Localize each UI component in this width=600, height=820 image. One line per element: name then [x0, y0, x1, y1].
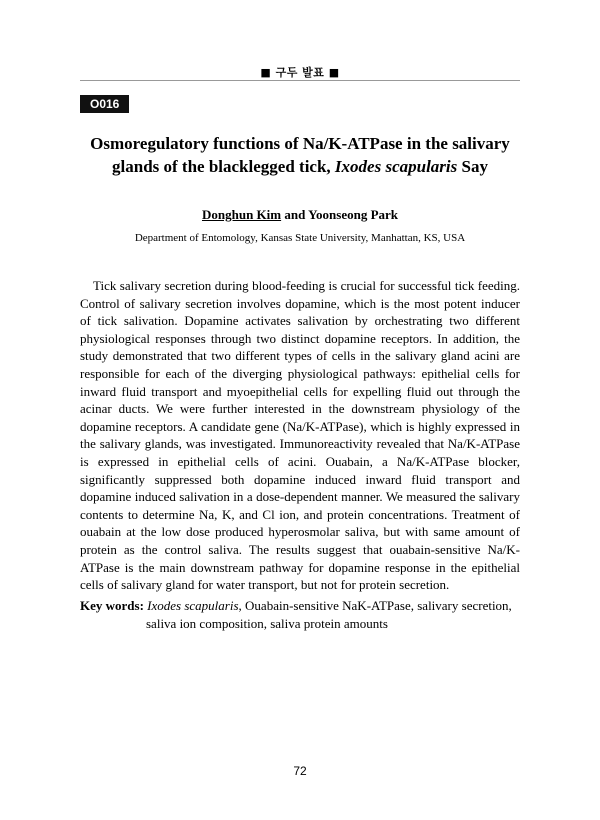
title-species: Ixodes scapularis: [334, 157, 458, 176]
keywords: [80, 597, 520, 633]
affiliation: Department of Entomology, Kansas State University, Manhattan, KS, USA: [134, 232, 466, 244]
keywords-label: Key words:: [80, 598, 148, 613]
title-text: glands of the blacklegged tick,: [112, 157, 335, 176]
title-line-1: Osmoregulatory functions of Na/K-ATPase in the salivary: [90, 134, 510, 153]
abstract-code-badge: O016: [80, 95, 129, 113]
presenting-author: Donghun Kim: [201, 207, 282, 222]
coauthors: and Yoonseong Park: [281, 207, 399, 222]
title-line-2: [80, 155, 520, 178]
title-authority: Say: [457, 157, 488, 176]
keywords-list: , Ouabain-sensitive NaK-ATPase, salivary secretion, saliva ion composition, saliva protein amounts: [146, 598, 512, 631]
header-divider: [80, 80, 520, 81]
page-number: 72: [293, 764, 307, 778]
keyword-species: Ixodes scapularis: [147, 598, 239, 613]
author-list: [80, 207, 520, 223]
abstract-body: Tick salivary secretion during blood-feeding is crucial for successful tick feeding. Control of salivary secretion involves dopamine, which is the most potent inducer of tick salivation. Dopamine activates salivation by orchestrating two different physiological responses through two distinct dopamine receptors. In addition, the study demonstrated that two different types of cells in the salivary gland acini are responsible for each of the diverging physiological pathways: epithelial cells for inward fluid transport and myoepithelial cells for expelling fluid out through the acinar ducts. We were further interested in the downstream physiology of the dopamine receptors. A candidate gene (Na/K-ATPase), which is highly expressed in the salivary glands, was investigated. Immunoreactivity revealed that Na/K-ATPase is expressed in epithelial cells of acini. Ouabain, a Na/K-ATPase blocker, significantly suppressed both dopamine induced inward fluid transport and dopamine induced salivation in a dose-dependent manner. We measured the salivary contents to determine Na, K, and Cl ion, and protein concentrations. Treatment of ouabain at the low dose produced hyperosmolar saliva, but with same amount of protein as the control saliva. The results suggest that ouabain-sensitive Na/K-ATPase is the main downstream pathway for dopamine response in the epithelial cells of salivary gland for water transport, but not for protein secretion.: [80, 278, 520, 593]
paper-title: [80, 132, 520, 178]
section-header: ■ 구두 발표 ■: [260, 66, 340, 79]
